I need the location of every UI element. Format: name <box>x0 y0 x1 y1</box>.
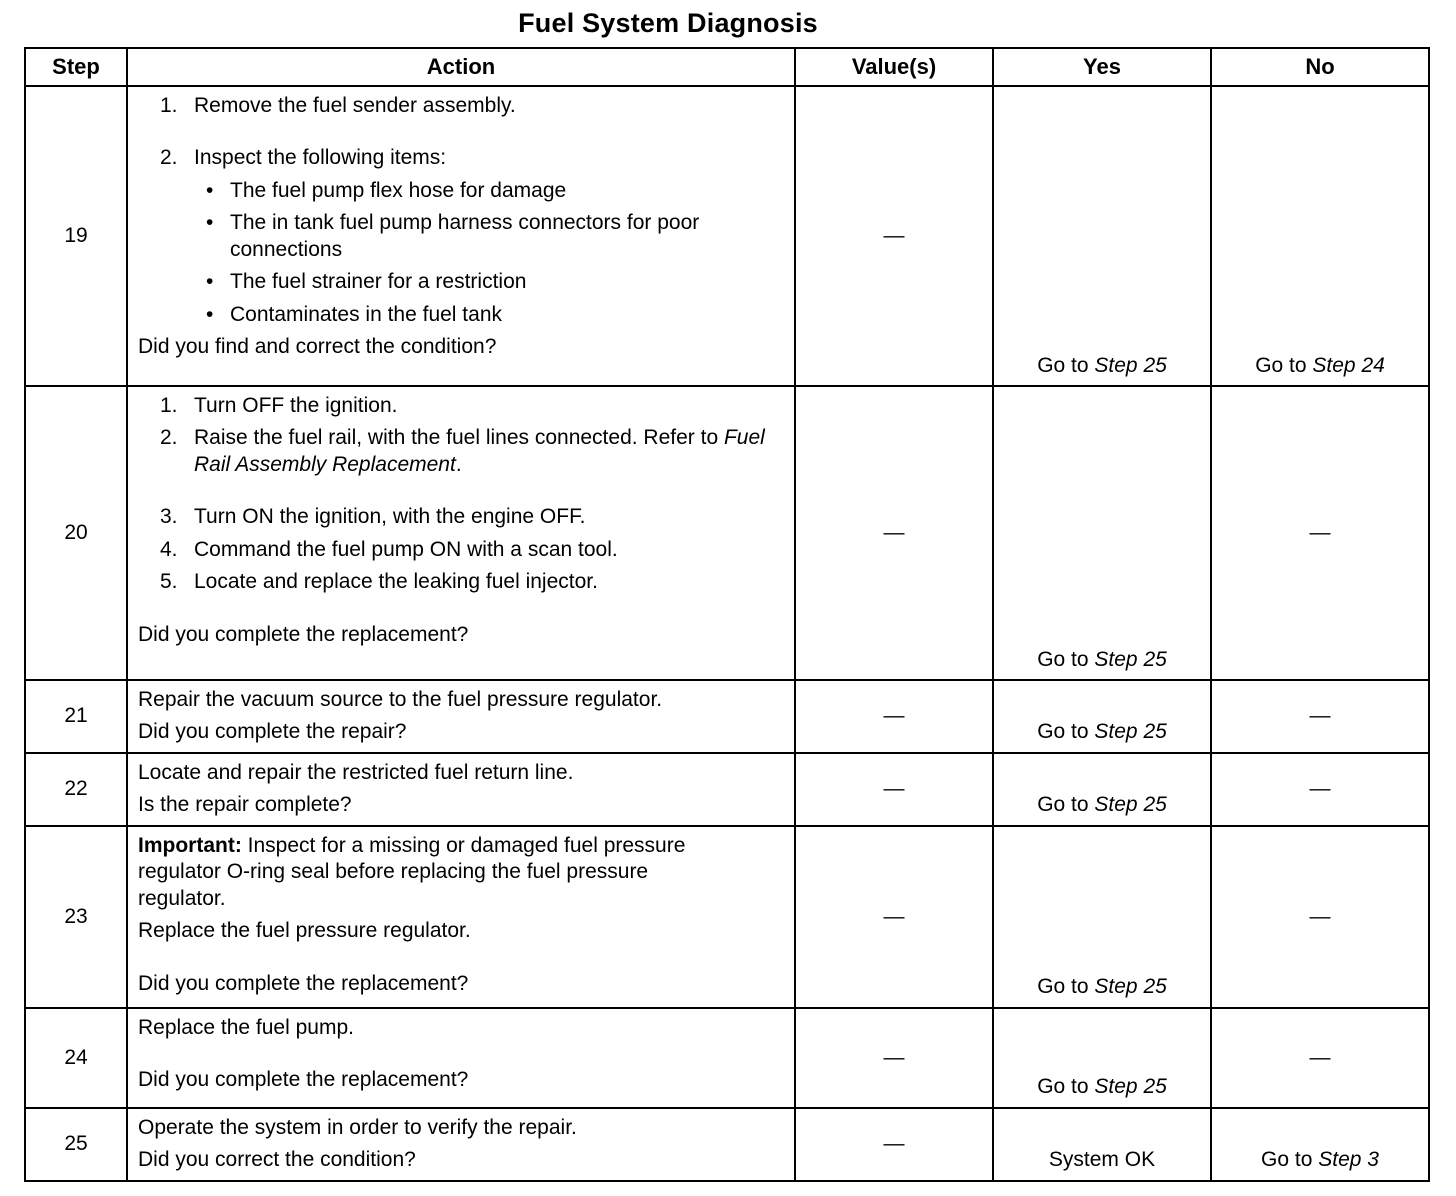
important-label: Important: <box>138 833 242 857</box>
table-row <box>25 826 1429 1008</box>
yes-cell: Go to Step 25 <box>993 753 1211 826</box>
no-cell: — <box>1211 826 1429 1008</box>
action-cell <box>127 386 795 680</box>
action-question: Did you complete the replacement? <box>138 1068 469 1092</box>
header-yes: Yes <box>993 48 1211 86</box>
system-ok-text: System OK <box>1048 1148 1156 1172</box>
step-reference: Step 3 <box>1318 1148 1379 1172</box>
step-reference: Step 25 <box>1094 353 1167 377</box>
value-cell: — <box>795 753 993 826</box>
no-cell: Go to Step 3 <box>1211 1108 1429 1181</box>
list-item: 1. Remove the fuel sender assembly. <box>160 94 516 117</box>
action-cell: Operate the system in order to verify the repair. Did you correct the condition? <box>127 1108 795 1181</box>
table-row <box>25 1108 1429 1181</box>
action-cell: Locate and repair the restricted fuel return line. Is the repair complete? <box>127 753 795 826</box>
value-cell: — <box>795 826 993 1008</box>
step-reference: Step 25 <box>1094 975 1167 999</box>
step-number: 25 <box>25 1108 127 1181</box>
action-cell <box>127 86 795 386</box>
table-row <box>25 86 1429 386</box>
bullet-item: • The fuel pump flex hose for damage <box>206 178 567 202</box>
bullet-item: • The in tank fuel pump harness connectors for poor connections <box>206 211 700 261</box>
value-cell: — <box>795 1108 993 1181</box>
important-note: Important: Inspect for a missing or damaged fuel pressure regulator O-ring seal before replacing the fuel pressure regulator. <box>138 833 686 910</box>
value-cell <box>795 86 993 386</box>
header-no: No <box>1211 48 1429 86</box>
no-cell: — <box>1211 386 1429 680</box>
step-reference: Step 25 <box>1094 720 1167 744</box>
action-question: Did you complete the replacement? <box>138 622 469 646</box>
yes-cell: Go to Step 25 <box>993 680 1211 753</box>
value-dash: — <box>883 223 905 247</box>
action-question: Did you complete the repair? <box>138 720 407 744</box>
table-row <box>25 753 1429 826</box>
no-cell: Go to Step 24 <box>1211 86 1429 386</box>
procedure-reference: Fuel Rail Assembly Replacement <box>194 426 765 476</box>
page-title: Fuel System Diagnosis <box>518 8 818 38</box>
list-item: 4. Command the fuel pump ON with a scan tool. <box>160 537 618 561</box>
step-number: 24 <box>25 1008 127 1108</box>
list-item: 5. Locate and replace the leaking fuel injector. <box>160 570 598 594</box>
table-row <box>25 680 1429 753</box>
yes-cell: Go to Step 25 <box>993 386 1211 680</box>
value-cell: — <box>795 680 993 753</box>
bullet-item: • The fuel strainer for a restriction <box>206 270 527 294</box>
yes-cell: Go to Step 25 <box>993 1008 1211 1108</box>
bullet-item: • Contaminates in the fuel tank <box>206 302 502 326</box>
step-reference: Step 25 <box>1094 1075 1167 1099</box>
step-number: 22 <box>25 753 127 826</box>
action-question: Did you correct the condition? <box>138 1148 416 1172</box>
list-item: 3. Turn ON the ignition, with the engine OFF. <box>160 505 586 529</box>
diagnosis-table <box>24 47 1430 1182</box>
action-question: Did you complete the replacement? <box>138 971 469 995</box>
step-number: 23 <box>25 826 127 1008</box>
table-row <box>25 386 1429 680</box>
no-cell: — <box>1211 753 1429 826</box>
action-cell: Replace the fuel pump. Did you complete the replacement? <box>127 1008 795 1108</box>
value-cell: — <box>795 386 993 680</box>
list-item: 2. Inspect the following items: <box>160 146 447 170</box>
step-reference: Step 25 <box>1094 647 1167 671</box>
header-row <box>25 48 1429 86</box>
action-question: Is the repair complete? <box>138 793 352 817</box>
step-number: 21 <box>25 680 127 753</box>
header-step: Step <box>25 48 127 86</box>
value-cell: — <box>795 1008 993 1108</box>
step-number: 20 <box>25 386 127 680</box>
yes-cell: Go to Step 25 <box>993 826 1211 1008</box>
step-reference: Step 24 <box>1312 353 1385 377</box>
action-cell: Important: Inspect for a missing or damaged fuel pressure regulator O-ring seal before replacing the fuel pressure regulator. Replace the fuel pressure regulator. Did you complete the replacement? <box>127 826 795 1008</box>
yes-cell <box>993 1108 1211 1181</box>
header-action: Action <box>127 48 795 86</box>
no-cell: — <box>1211 1008 1429 1108</box>
header-values: Value(s) <box>795 48 993 86</box>
step-reference: Step 25 <box>1094 793 1167 817</box>
no-cell: — <box>1211 680 1429 753</box>
list-item: 1. Turn OFF the ignition. <box>160 394 398 417</box>
step-number: 19 <box>25 86 127 386</box>
table-row <box>25 1008 1429 1108</box>
action-cell: Repair the vacuum source to the fuel pressure regulator. Did you complete the repair? <box>127 680 795 753</box>
list-item: 2. Raise the fuel rail, with the fuel lines connected. Refer to Fuel Rail Assembly Replacement. <box>160 426 765 476</box>
action-question: Did you find and correct the condition? <box>138 335 497 359</box>
yes-cell: Go to Step 25 <box>993 86 1211 386</box>
